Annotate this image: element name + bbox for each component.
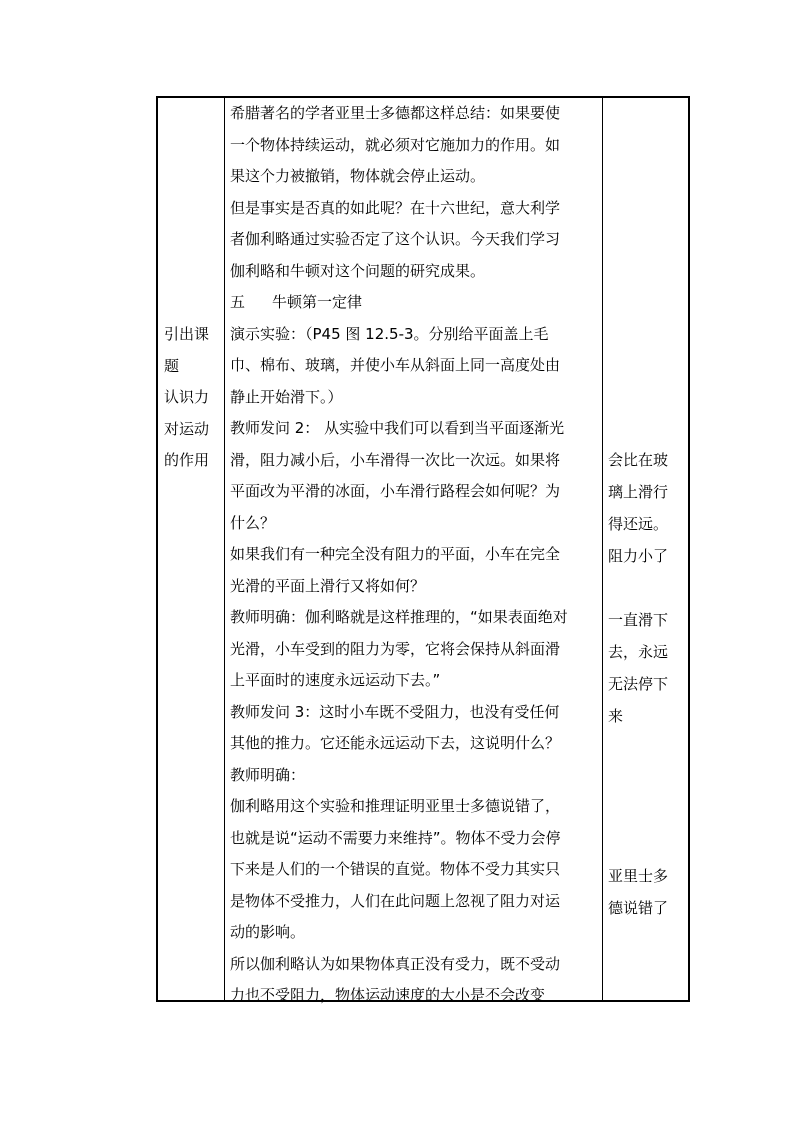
stage-column	[164, 319, 222, 477]
content-line: 演示实验：（P45 图 12.5-3。分别给平面盖上毛	[230, 324, 549, 343]
student-line: 德说错了	[608, 899, 669, 917]
student-line	[608, 828, 688, 860]
student-line	[608, 796, 688, 828]
content-line: 教师发问 2： 从实验中我们可以看到当平面逐渐光	[230, 419, 565, 437]
student-line	[608, 764, 688, 796]
content-line: 教师明确：	[230, 765, 306, 784]
student-activity-column	[608, 444, 688, 924]
student-line: 得还远。	[608, 515, 669, 533]
teaching-content-column	[230, 98, 598, 1012]
content-line: 教师明确：伽利略就是这样推理的，“如果表面绝对	[230, 608, 568, 626]
content-line: 滑，阻力减小后，小车滑得一次比一次远。如果将	[230, 450, 561, 469]
stage-line: 引出课	[164, 325, 210, 343]
content-line: 光滑，小车受到的阻力为零，它将会保持从斜面滑	[230, 639, 561, 658]
student-line: 会比在玻	[608, 451, 669, 469]
section-title: 牛顿第一定律	[272, 293, 363, 311]
section-number: 五	[230, 293, 246, 311]
student-line: 无法停下	[608, 675, 669, 693]
stage-line: 对运动	[164, 419, 210, 438]
student-line: 来	[608, 707, 624, 725]
section-heading	[230, 287, 598, 319]
content-line: 静止开始滑下。）	[230, 387, 343, 406]
content-line: 平面改为平滑的冰面，小车滑行路程会如何呢？为	[230, 482, 561, 500]
student-line: 一直滑下	[608, 611, 669, 629]
content-line: 是物体不受推力，人们在此问题上忽视了阻力对运	[230, 891, 561, 910]
content-line: 教师发问 3：这时小车既不受阻力，也没有受任何	[230, 702, 560, 721]
content-line: 如果我们有一种完全没有阻力的平面，小车在完全	[230, 545, 561, 563]
content-line: 力也不受阻力，物体运动速度的大小是不会改变	[230, 986, 546, 1004]
column-divider	[224, 98, 225, 1000]
student-line	[608, 732, 688, 764]
student-line: 亚里士多	[608, 867, 669, 885]
stage-line: 认识力	[164, 388, 210, 406]
content-line: 希腊著名的学者亚里士多德都这样总结：如果要使	[230, 104, 561, 122]
content-line: 一个物体持续运动，就必须对它施加力的作用。如	[230, 135, 561, 154]
content-line: 其他的推力。它还能永远运动下去，这说明什么？	[230, 734, 561, 752]
student-line	[608, 572, 688, 604]
content-line: 下来是人们的一个错误的直觉。物体不受力其实只	[230, 860, 561, 878]
content-line: 者伽利略通过实验否定了这个认识。今天我们学习	[230, 230, 561, 248]
content-line: 动的影响。	[230, 923, 306, 941]
student-line: 璃上滑行	[608, 483, 669, 501]
student-line: 阻力小了	[608, 547, 669, 565]
content-line: 伽利略用这个实验和推理证明亚里士多德说错了，	[230, 797, 561, 815]
stage-line: 的作用	[164, 451, 210, 469]
student-line: 去，永远	[608, 643, 669, 661]
stage-line: 题	[164, 356, 180, 375]
content-line: 但是事实是否真的如此呢？在十六世纪，意大利学	[230, 198, 561, 217]
content-line: 什么？	[230, 513, 276, 532]
content-line: 巾、棉布、玻璃，并使小车从斜面上同一高度处由	[230, 356, 561, 374]
content-line: 伽利略和牛顿对这个问题的研究成果。	[230, 261, 486, 280]
content-line: 上平面时的速度永远运动下去。”	[230, 671, 441, 689]
content-line: 光滑的平面上滑行又将如何？	[230, 576, 426, 595]
lesson-plan-table	[156, 96, 690, 1002]
column-divider	[602, 98, 603, 1000]
content-line: 所以伽利略认为如果物体真正没有受力，既不受动	[230, 954, 561, 973]
content-line: 也就是说“运动不需要力来维持”。物体不受力会停	[230, 828, 561, 847]
content-line: 果这个力被撤销，物体就会停止运动。	[230, 167, 486, 185]
